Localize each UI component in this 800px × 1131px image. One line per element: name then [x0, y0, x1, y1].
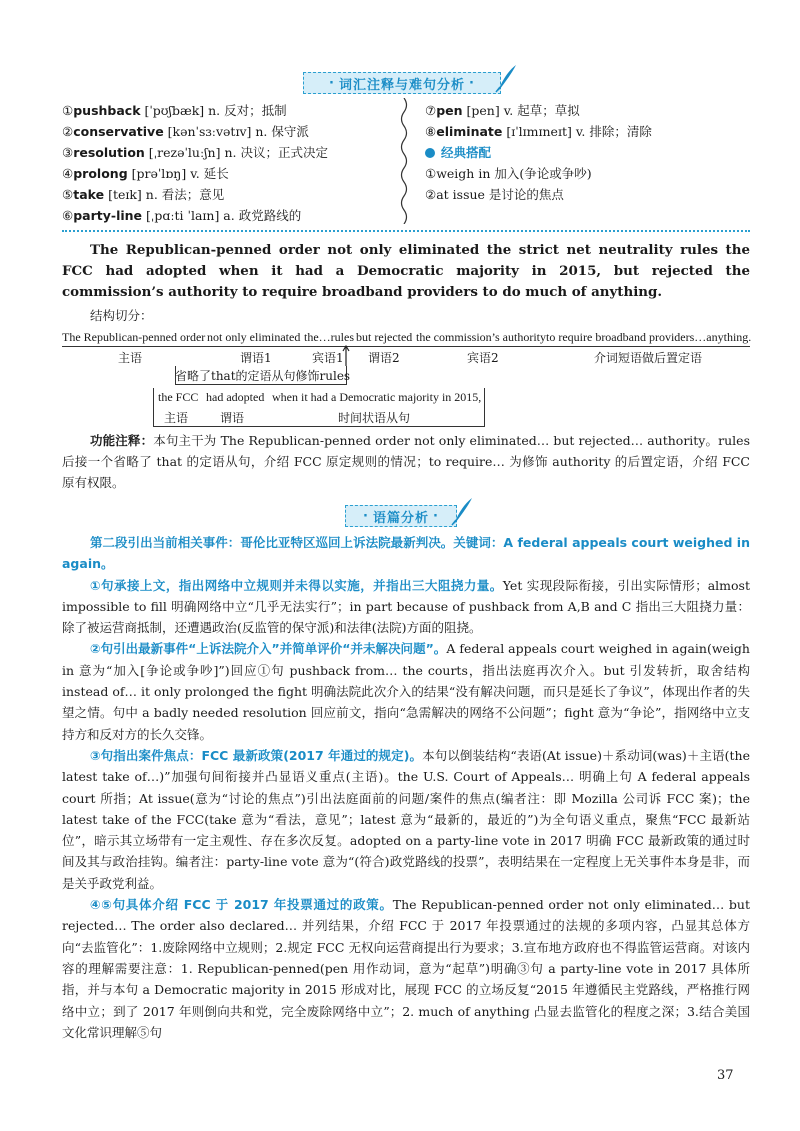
bullet-icon	[425, 148, 435, 158]
segment: the FCC	[158, 390, 199, 404]
dot-icon: ·	[363, 508, 369, 524]
omitted-note: 省略了that的定语从句修饰rules	[175, 369, 351, 383]
function-note: 功能注释：本句主干为 The Republican-penned order not only eliminated… but rejected… authority。rules 后接一个省略了 that 的定语从句，介绍 FCC 原定规则的情况；to require… 为修饰 authority 的后置定语，介绍 FCC 原有权限。	[62, 433, 750, 490]
role-label: 时间状语从句	[338, 411, 411, 425]
analysis-paragraph: ④⑤句具体介绍 FCC 于 2017 年投票通过的政策。The Republican-penned order not only eliminated… but rejected… The order also declared… 并列结果，介绍 FCC 于 2017 年投票通过的法规的多项内容，凸显其总体方向“去监管化”：1.废除网络中立规则；2.规定 FCC 无权向运营商提出行为要求；3.宣布地方政府也不得监管运营商。对该内容的理解需要注意：1. Republican-penned(pen 用作动词，意为“起草”)明确③句 a party-line vote in 2017 具体所指，并与本句 a Democratic majority in 2015 形成对比，展现 FCC 的立场反复“2015 年遵循民主党路线，严格推行网络中立；到了 2017 年则倒向共和党，完全废除网络中立”；2. much of anything 凸显去监管化的程度之深；3.结合美国文化常识理解⑤句	[62, 897, 750, 1040]
discourse-analysis	[62, 532, 750, 1043]
analysis-intro: 第二段引出当前相关事件：哥伦比亚特区巡回上诉法院最新判决。关键词：A federal appeals court weighed in again。	[62, 535, 750, 572]
analysis-paragraph: ①句承接上文，指出网络中立规则并未得以实施，并指出三大阻挠力量。Yet 实现段际衔接，引出实际情形；almost impossible to fill 明确网络中立“几乎无法实行”；in part because of pushback from A,B and C 指出三大阻挠力量：除了被运营商抵制，还遭遇政治(反监管的保守派)和法律(法院)方面的阻挠。	[62, 577, 750, 636]
role-label: 谓语1	[240, 351, 272, 365]
segment: to require broadband providers…anything.	[546, 330, 752, 344]
collocation-item: ①weigh in 加入(争论或争吵)	[425, 166, 592, 181]
vocab-item: ⑤take [teɪk] n. 看法；意见	[62, 187, 225, 202]
role-label: 谓语	[220, 411, 245, 425]
role-label: 宾语1	[312, 351, 344, 365]
vocab-item: ⑦pen [pen] v. 起草；草拟	[425, 103, 580, 118]
vocab-banner	[303, 72, 501, 94]
segment: not only eliminated	[207, 330, 301, 344]
role-label: 谓语2	[368, 351, 400, 365]
vocab-item: ⑥party-line [ˌpɑːti ˈlaɪn] a. 政党路线的	[62, 208, 302, 223]
section-divider	[62, 230, 750, 232]
difficult-sentence: The Republican-penned order not only eliminated the strict net neutrality rules the FCC had adopted when it had a Democratic majority in 2015, but rejected the commission’s authority to require broadband providers to do much of anything.	[62, 242, 750, 300]
arrow-up-icon	[342, 344, 350, 366]
discourse-banner-title: 语篇分析	[372, 510, 429, 526]
role-label: 宾语2	[467, 351, 499, 365]
page-number: 37	[717, 1068, 734, 1083]
segment: when it had a Democratic majority in 2015,	[272, 390, 482, 404]
collocation-item: ②at issue 是讨论的焦点	[425, 187, 564, 202]
vocab-banner-title: 词汇注释与难句分析	[338, 77, 465, 93]
vocab-item: ④prolong [prəˈlɒŋ] v. 延长	[62, 166, 229, 181]
discourse-banner	[345, 505, 457, 527]
vocab-item: ⑧eliminate [ɪˈlɪmɪneɪt] v. 排除；清除	[425, 124, 652, 139]
vocab-item: ②conservative [kənˈsɜːvətɪv] n. 保守派	[62, 124, 309, 139]
analysis-paragraph: ③句指出案件焦点：FCC 最新政策(2017 年通过的规定)。本句以倒装结构“表语(At issue)＋系动词(was)＋主语(the latest take of…)”加强句间衔接并凸显语义重点(主语)。the U.S. Court of Appeals… 明确上句 A federal appeals court 所指；At issue(意为“讨论的焦点”)引出法庭面前的问题/案件的焦点(编者注：即 Mozilla 公司诉 FCC 案)；the latest take of the FCC(take 意为“看法，意见”；latest 意为“最新的，最近的”)为全句语义重点，聚焦“FCC 最新站位”，暗示其立场带有一定主观性、存在多次反复。adopted on a party-line vote in 2017 明确 FCC 最新政策的通过时间及其与政治挂钩。编者注：party-line vote 意为“(符合)政党路线的投票”，表明结果在一定程度上无关事件本身是非，而是关乎政党利益。	[62, 747, 750, 891]
analysis-paragraph: ②句引出最新事件“上诉法院介入”并简单评价“并未解决问题”。A federal appeals court weighed in again(weigh in 意为“加入[争论或争吵]”)回应①句 pushback from… the courts，指出法庭再次介入。but 引发转折，取舍结构 instead of… it only prolonged the fight 明确法院此次介入的结果“没有解决问题，而只是延长了争议”，体现出作者的失望之情。句中 a badly needed resolution 回应前文，指向“急需解决的网络不公问题”；fight 意为“争论”，指网络中立支持方和反对方的长久交锋。	[62, 641, 750, 742]
segment: The Republican-penned order	[62, 330, 206, 344]
structure-label: 结构切分：	[90, 308, 153, 323]
segment: had adopted	[206, 390, 265, 404]
dot-icon: ·	[469, 75, 475, 91]
role-label: 主语	[118, 351, 143, 365]
collocation-heading: 经典搭配	[425, 142, 652, 163]
quill-pen-icon	[494, 63, 518, 93]
quill-pen-icon	[450, 496, 474, 526]
role-label: 介词短语做后置定语	[594, 351, 703, 365]
segment: but rejected	[356, 330, 413, 344]
column-divider	[398, 98, 410, 224]
dot-icon: ·	[433, 508, 439, 524]
dot-icon: ·	[329, 75, 335, 91]
vocab-list-right	[425, 100, 652, 205]
vocab-item: ③resolution [ˌrezəˈluːʃn] n. 决议；正式决定	[62, 145, 328, 160]
segment: the…rules	[304, 330, 354, 344]
role-label: 主语	[164, 411, 189, 425]
vocab-list-left	[62, 100, 328, 226]
vocab-item: ①pushback [ˈpʊʃbæk] n. 反对；抵制	[62, 103, 287, 118]
segment: the commission’s authority	[416, 330, 546, 344]
